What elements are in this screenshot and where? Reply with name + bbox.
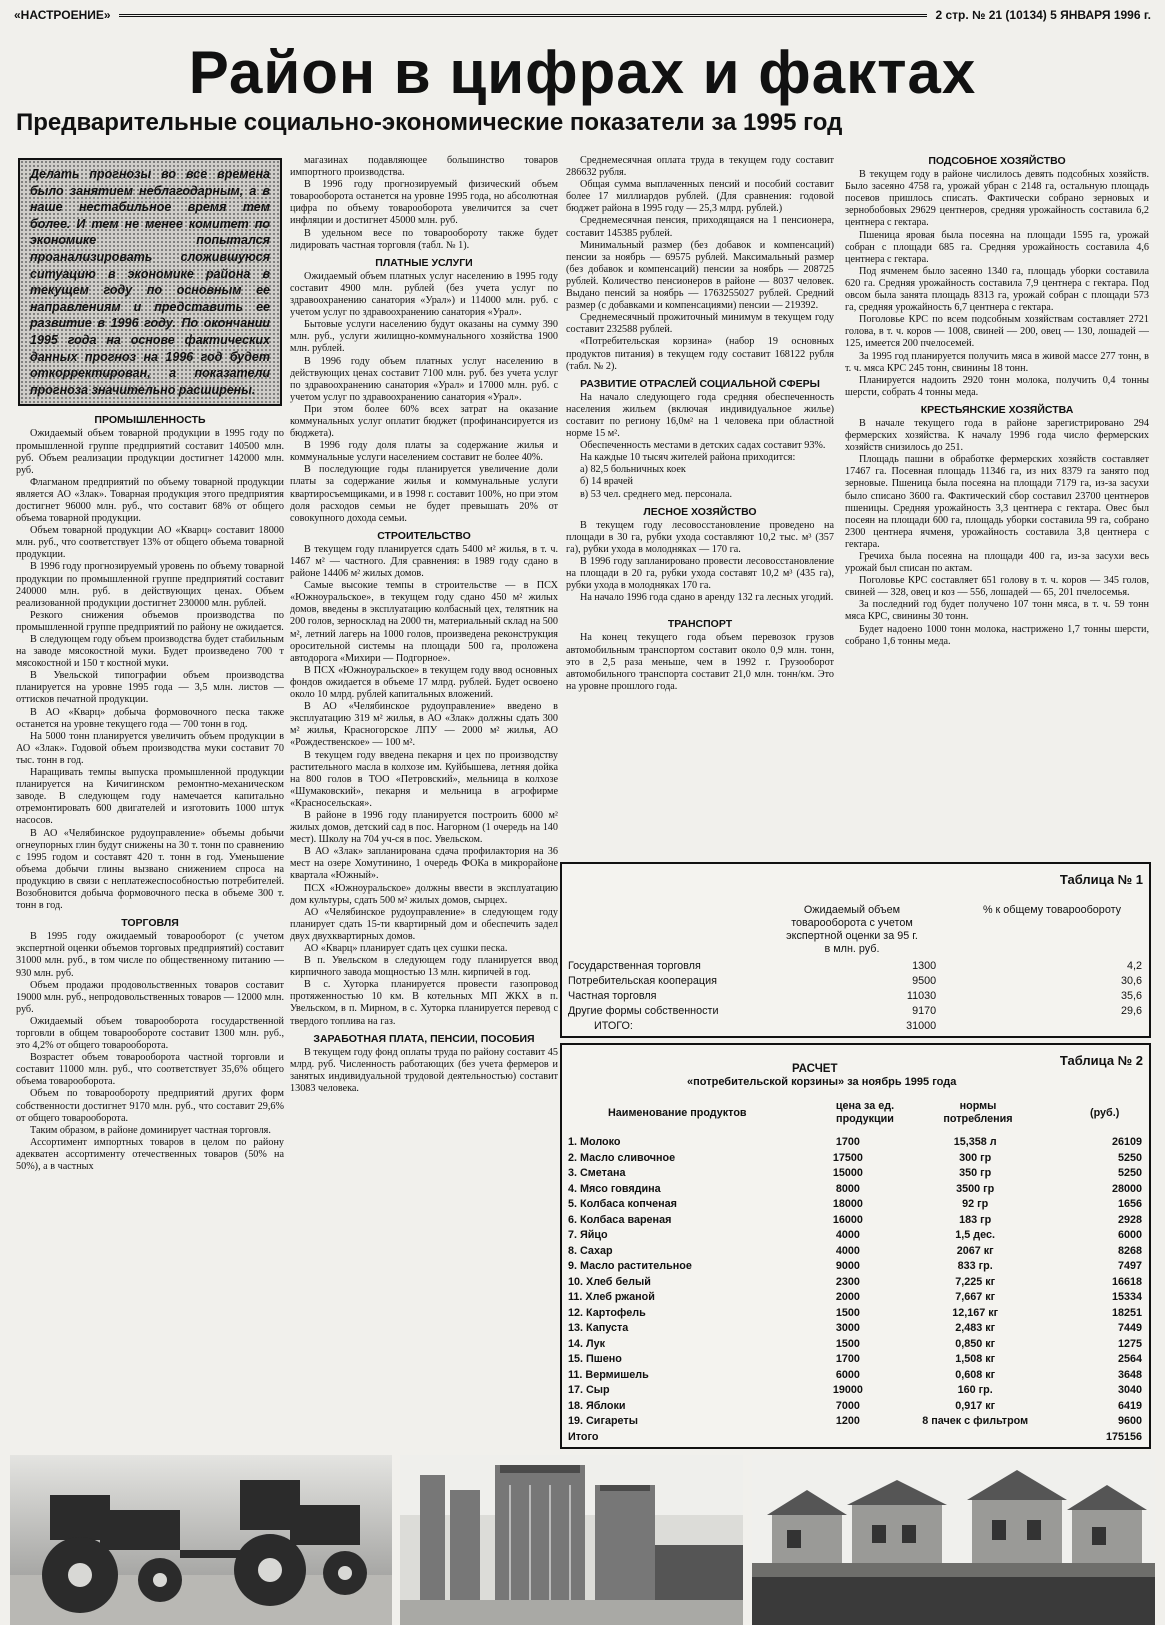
- table-row: [566, 1213, 1144, 1229]
- paragraph: Минимальный размер (без добавок и компенсаций) пенсии за ноябрь — 69575 рублей. Максимальный размер (без добавок и компенсаций) пенсии за ноябрь — 208725 рублей. Количество пенсионеров в районе — 8037 человек. Выдано пенсий за ноябрь — 1763255027 рублей. Средний размер (с добавками и компенсациями) пенсии — 219392.: [566, 239, 834, 312]
- value-cell: 9500: [912, 975, 937, 987]
- norm-cell: 183 гр: [959, 1213, 992, 1226]
- heading-farms: КРЕСТЬЯНСКИЕ ХОЗЯЙСТВА: [920, 403, 1074, 416]
- sum-cell: 175156: [1105, 1430, 1142, 1443]
- elevator-image: [400, 1455, 743, 1625]
- name-cell: Потребительская кооперация: [568, 975, 717, 987]
- norm-cell: 0,608 кг: [955, 1368, 996, 1381]
- paragraph: Таким образом, в районе доминирует частная торговля.: [30, 1124, 271, 1136]
- product-cell: 14. Лук: [568, 1337, 605, 1350]
- table-row: [566, 1275, 1144, 1291]
- table-row: [566, 989, 1144, 1004]
- page-header: [14, 6, 1151, 24]
- product-cell: 13. Капуста: [568, 1322, 629, 1334]
- norm-cell: 160 гр.: [957, 1384, 993, 1396]
- paragraph: Под ячменем было засеяно 1340 га, площадь уборки составила 620 га. Средняя урожайность составила 7,9 центнера с гектара. Под овсом была занята площадь 8313 га, урожай собран с площади 573 га, средняя урожайность 6,7 центнера с гектара.: [845, 265, 1149, 314]
- paragraph: В текущем году планируется сдать 5400 м² жилья, в т. ч. 1467 м² — частного. Для сравнения: в 1989 году сдано в районе 14406 м² жилых домов.: [290, 543, 558, 580]
- forestry-text: [566, 520, 834, 605]
- sum-cell: 5250: [1117, 1167, 1142, 1179]
- paragraph: Пшеница яровая была посеяна на площади 1595 га, урожай собран с площади 685 га. Средняя урожайность составила 4,6 центнера с гектара.: [845, 229, 1149, 265]
- paragraph: магазинах подавляющее большинство товаров импортного производства.: [290, 155, 558, 179]
- product-cell: Итого: [568, 1430, 599, 1443]
- paragraph: В последующие годы планируется увеличение доли платы за содержание жилья и коммунальные услуги квартиросъемщиками, и в 1998 г. составит 100%, но при этом доля расходов семьи не будет превышать 20% от совокупного дохода семьи.: [290, 464, 558, 524]
- table-2-col-price: цена за ед. продукции: [835, 1100, 895, 1125]
- transport-text: [566, 632, 834, 692]
- price-cell: 15000: [832, 1167, 863, 1179]
- paragraph: Площадь пашни в обработке фермерских хозяйств составляет 17467 га. Посевная площадь 11346 га, из них 8379 га занято под зерновые. Пшеница была посеяна на площади 7179 га, из-за засухи было списано 3600 га. Фактический сбор составил 23700 центнеров пшеницы. Средняя урожайность 3,3 центнера с гектара. Овес был посеян на площади 600 га, площадь уборки составила 99 га, собрано 2300 центнера ячменя, урожайность составила 3,8 центнера с гектара.: [845, 454, 1149, 550]
- heading-construction: СТРОИТЕЛЬСТВО: [377, 529, 471, 542]
- product-cell: 1. Молоко: [568, 1136, 621, 1148]
- paragraph: В 1996 году объем платных услуг населению в действующих ценах составит 7100 млн. руб. без учета услуг по здравоохранению санатория «Урал» и 17000 млн. руб. с учетом услуг по здравоохранению санатория «Урал».: [290, 355, 558, 403]
- paragraph: На начало 1996 года сдано в аренду 132 га лесных угодий.: [580, 592, 834, 604]
- paragraph: Среднемесячная пенсия, приходящаяся на 1 пенсионера, составит 145385 рублей.: [566, 215, 834, 239]
- table-row: [566, 1321, 1144, 1337]
- paragraph: Ассортимент импортных товаров в целом по району адекватен ассортименту отечественных товаров (50% на 50%), а в частных: [16, 1136, 284, 1173]
- name-cell: Частная торговля: [568, 990, 657, 1002]
- heading-subsidiary: ПОДСОБНОЕ ХОЗЯЙСТВО: [928, 155, 1066, 167]
- norm-cell: 833 гр.: [957, 1260, 993, 1272]
- paragraph: В Увельской типографии объем производства планируется на уровне 1995 года — 3,5 млн. листов — оттисков печатной продукции.: [16, 670, 284, 706]
- product-cell: 19. Сигареты: [568, 1415, 638, 1427]
- paragraph: Поголовье КРС по всем подсобным хозяйствам составляет 2721 голова, в т. ч. коров — 1008, свиней — 200, овец — 130, лошадей — 125, имеется 200 пчелосемей.: [845, 314, 1149, 350]
- table-row: [566, 1228, 1144, 1244]
- tractors-image: [10, 1455, 392, 1625]
- table-row: [566, 974, 1144, 989]
- paragraph: На конец текущего года объем перевозок грузов автомобильным транспортом составит около 0,9 млн. тонн, это в 2,5 раза меньше, чем в 1992 г. Грузооборот автомобильного транспорта составит 21,0 млн. тонн/км. Это на уровне прошлого года.: [566, 632, 834, 692]
- paragraph: Самые высокие темпы в строительстве — в ПСХ «Южноуральское», в текущем году сдано 450 м² жилых домов, введены в эксплуатацию колбасный цех, телятник на 200 голов, зерносклад на 2000 тн, материальный склад на 500 м², летний лагерь на 1000 голов, произведена реконструкция оросительной системы на площади 500 га, проложена автодорога «Михири — Подгорное».: [290, 580, 558, 664]
- product-cell: 9. Масло растительное: [568, 1260, 692, 1272]
- paragraph: б) 14 врачей: [580, 476, 633, 488]
- paragraph: Ожидаемый объем товарной продукции в 1995 году по промышленной группе предприятий составит 140500 млн. руб. Объем реализации продукции достигнет 142000 млн. руб.: [16, 428, 284, 476]
- norm-cell: 1,508 кг: [955, 1353, 996, 1365]
- paragraph: Среднемесячная оплата труда в текущем году составит 286632 рубля.: [566, 155, 834, 179]
- sum-cell: 9600: [1117, 1415, 1142, 1427]
- norm-cell: 12,167 кг: [952, 1306, 999, 1319]
- name-cell: ИТОГО:: [594, 1020, 633, 1032]
- value-cell: 9170: [912, 1005, 937, 1017]
- heading-paid-services: ПЛАТНЫЕ УСЛУГИ: [375, 256, 473, 269]
- sum-cell: 6000: [1117, 1229, 1142, 1241]
- table-row: [566, 1151, 1144, 1167]
- paragraph: В 1996 году прогнозируемый уровень по объему товарной продукции по промышленной группе предприятий составит 240000 млн. руб. в действующих ценах. Объем реализованной продукции достигнет 230000 млн. рублей.: [16, 561, 284, 609]
- paragraph: Гречиха была посеяна на площади 400 га, из-за засухи весь урожай был списан по актам.: [845, 551, 1149, 575]
- photo-tractors: [10, 1455, 392, 1625]
- norm-cell: 2,483 кг: [955, 1322, 996, 1334]
- value-cell: 11030: [906, 990, 937, 1002]
- social-text: [566, 392, 834, 465]
- table-2-col-rub: (руб.): [1090, 1107, 1120, 1119]
- sum-cell: 7497: [1117, 1260, 1142, 1272]
- price-cell: 1200: [835, 1415, 860, 1427]
- table-row: [566, 1019, 1144, 1034]
- paragraph: Наращивать темпы выпуска промышленной продукции планируется на Кичигинском ремонтно-механическом заводе. В следующем году намечается капитально отремонтировать 600 двигателей и изготовить 1000 штук насосов.: [16, 767, 284, 827]
- paragraph: В районе в 1996 году планируется построить 6000 м² жилых домов, детский сад в пос. Нагорном (1 очередь на 140 мест). Школу на 704 уч-ся в пос. Увельском.: [290, 809, 558, 846]
- norm-cell: 300 гр: [959, 1151, 992, 1164]
- price-cell: 7000: [835, 1399, 860, 1412]
- product-cell: 15. Пшено: [568, 1353, 622, 1365]
- price-cell: 8000: [835, 1182, 860, 1195]
- sum-cell: 6419: [1117, 1399, 1142, 1412]
- newspaper-name: «НАСТРОЕНИЕ»: [14, 8, 111, 22]
- sum-cell: 1656: [1117, 1198, 1142, 1210]
- sum-cell: 16618: [1111, 1275, 1142, 1288]
- price-cell: [797, 1430, 900, 1446]
- paragraph: На 5000 тонн планируется увеличить объем продукции в АО «Злак». Годовой объем производства муки составит 70 тыс. тонн в год.: [16, 730, 284, 766]
- table-row: [566, 1135, 1144, 1151]
- trade-text: [16, 931, 284, 1173]
- price-cell: 4000: [835, 1229, 860, 1241]
- paragraph: В следующем году объем производства будет стабильным на заводе мясокостной муки. Будет произведено 700 т мясокостной и 150 т костной муки.: [16, 634, 284, 670]
- table-1-title: Таблица № 1: [1059, 872, 1143, 887]
- heading-trade: ТОРГОВЛЯ: [121, 917, 179, 930]
- paragraph: Возрастет объем товарооборота частной торговли и составит 11000 млн. руб., что соответствует 35,6% общего объема товарооборота.: [16, 1052, 284, 1088]
- paragraph: ПСХ «Южноуральское» должны ввести в эксплуатацию дом культуры, сдать 500 м² жилых домов, сырцех.: [290, 882, 558, 906]
- norm-cell: [899, 1430, 1051, 1446]
- paragraph: В 1995 году ожидаемый товарооборот (с учетом экспертной оценки объемов торговых предприятий) составит 31000 млн. руб., в том числе по общественному питанию — 930 млн. руб.: [16, 931, 284, 979]
- price-cell: 16000: [832, 1213, 863, 1226]
- construction-text: [290, 544, 558, 1028]
- sum-cell: 18251: [1111, 1306, 1142, 1319]
- table-row: [566, 1414, 1144, 1430]
- paragraph: В с. Хуторка планируется провести газопровод протяженностью 10 км. В котельных МП ЖКХ в п. Увельском, в п. Мирном, в с. Хуторка планируется перевод с твердого топлива на газ.: [290, 979, 558, 1027]
- paragraph: Ожидаемый объем товарооборота государственной торговли в общем товарообороте составит 1300 млн. руб., это 4,2% от общего товарооборота.: [16, 1015, 284, 1052]
- paragraph: В АО «Челябинское рудоуправление» объемы добычи огнеупорных глин будут снижены на 30 т. тонн по сравнению с 1995 годом и составят 420 т. тонн в год. Уменьшение объема добычи глины вызвано снижением спроса на продукцию в связи с неплатежеспособностью потребителей. Возобновится добыча формовочного песка в объеме 300 т. тонн в год.: [16, 827, 284, 912]
- name-cell: Другие формы собственности: [568, 1005, 719, 1017]
- paragraph: Объем по товарообороту предприятий других форм собственности достигнет 9170 млн. руб., что составит 29,6% от общего товарооборота.: [16, 1088, 284, 1124]
- heading-forestry: ЛЕСНОЕ ХОЗЯЙСТВО: [643, 505, 757, 518]
- subsidiary-text: [845, 169, 1149, 399]
- price-cell: 2000: [835, 1291, 860, 1303]
- norm-cell: 8 пачек с фильтром: [922, 1415, 1029, 1427]
- table-row: [566, 959, 1144, 974]
- table-row: [566, 1004, 1144, 1019]
- sum-cell: 3648: [1117, 1368, 1142, 1381]
- paragraph: В ПСХ «Южноуральское» в текущем году ввод основных фондов ожидается в объеме 17 млрд. рублей. Будет освоено около 10 млрд. рублей капитальных вложений.: [290, 664, 558, 701]
- table-row: [566, 1166, 1144, 1182]
- product-cell: 2. Масло сливочное: [568, 1151, 676, 1164]
- table-row: [566, 1399, 1144, 1415]
- table-row: [566, 1368, 1144, 1384]
- table-row: [566, 1197, 1144, 1213]
- price-cell: 1500: [835, 1337, 860, 1350]
- paragraph: В 1996 году прогнозируемый физический объем товарооборота останется на уровне 1995 года, но абсолютная цифра по объему товарооборота увеличится за счет инфляции и достигнет 45000 млн. руб.: [290, 179, 558, 227]
- paragraph: а) 82,5 больничных коек: [580, 464, 686, 476]
- table-1: [560, 862, 1151, 1038]
- table-row: [566, 1352, 1144, 1368]
- paragraph: В текущем году лесовосстановление проведено на площади в 30 га, рубки ухода составляют 10,2 тыс. м³ (357 га), рубки ухода в молодняках — 170 га.: [566, 519, 834, 555]
- product-cell: 11. Хлеб ржаной: [568, 1291, 655, 1303]
- sum-cell: 5250: [1117, 1151, 1142, 1164]
- product-cell: 18. Яблоки: [568, 1399, 626, 1412]
- sum-cell: 1275: [1117, 1337, 1142, 1350]
- table-2-subheading: «потребительской корзины» за ноябрь 1995 года: [687, 1076, 957, 1088]
- paragraph: Обеспеченность местами в детских садах составит 93%.: [580, 440, 826, 452]
- product-cell: 7. Яйцо: [568, 1229, 608, 1241]
- product-cell: 8. Сахар: [568, 1244, 613, 1257]
- table-2-heading: РАСЧЕТ: [792, 1063, 838, 1075]
- column-1: [16, 158, 284, 1448]
- product-cell: 12. Картофель: [568, 1306, 646, 1319]
- norm-cell: 1,5 дес.: [955, 1229, 996, 1241]
- table-2-col-name: Наименование продуктов: [608, 1107, 747, 1119]
- percent-cell: [1106, 1019, 1144, 1034]
- sum-cell: 2928: [1117, 1213, 1142, 1226]
- paragraph: Ожидаемый объем платных услуг населению в 1995 году составит 4900 млн. рублей (без учета услуг по здравоохранению санатория «Урал») и 114000 млн. руб. с учетом услуг по здравоохранению санатория «Урал».: [290, 270, 558, 319]
- paragraph: «Потребительская корзина» (набор 19 основных продуктов питания) в текущем году составит 168122 рубля (табл. № 2).: [566, 336, 834, 372]
- price-cell: 4000: [835, 1244, 860, 1257]
- paragraph: Планируется надоить 2920 тонн молока, получить 0,4 тонны шерсти, собрать 4 тонны меда.: [845, 374, 1149, 398]
- paragraph: Объем товарной продукции АО «Кварц» составит 18000 млн. руб., что соответствует 13% от общего объема товарной продукции.: [16, 525, 284, 561]
- paragraph: Объем продажи продовольственных товаров составит 19000 млн. руб., непродовольственных товаров — 12000 млн. руб.: [16, 979, 284, 1015]
- sum-cell: 3040: [1117, 1384, 1142, 1396]
- paragraph: В текущем году в районе числилось девять подсобных хозяйств. Было засеяно 4758 га, урожай убран с 2148 га, остальную площадь посевов пришлось списать. Фактически собрано зерновых и зернобобовых 29629 центнеров, средняя урожайность составила 6,2 центнера с гектара.: [845, 169, 1149, 229]
- paid-services-text: [290, 271, 558, 525]
- header-rule: [119, 14, 928, 17]
- village-image: [752, 1455, 1155, 1625]
- table-2-body: [566, 1135, 1144, 1445]
- table-row: [566, 1306, 1144, 1322]
- percent-cell: 29,6: [1120, 1005, 1142, 1017]
- column-3: [566, 155, 834, 825]
- norm-cell: 0,850 кг: [955, 1337, 996, 1350]
- industry-text: [16, 428, 284, 912]
- page-subtitle: Предварительные социально-экономические показатели за 1995 год: [16, 109, 843, 136]
- sum-cell: 28000: [1111, 1182, 1142, 1195]
- paragraph: АО «Челябинское рудоуправление» в следующем году планирует сдать 15-ти квартирный дом и обеспечить задел двух двухквартирных домов.: [290, 906, 558, 942]
- sum-cell: 8268: [1117, 1244, 1142, 1257]
- norm-cell: 350 гр: [959, 1167, 992, 1179]
- table-row: [566, 1430, 1144, 1446]
- sum-cell: 15334: [1111, 1291, 1142, 1303]
- product-cell: 11. Вермишель: [568, 1368, 649, 1381]
- table-2: [560, 1043, 1151, 1449]
- norm-cell: 7,667 кг: [955, 1291, 996, 1303]
- norm-cell: 2067 кг: [956, 1244, 994, 1257]
- norm-cell: 3500 гр: [956, 1182, 995, 1195]
- price-cell: 3000: [835, 1322, 860, 1334]
- paragraph: Резкого снижения объемов производства по промышленной группе предприятий по району не ожидается.: [16, 609, 284, 633]
- trade-continued-text: [290, 155, 558, 252]
- column-4: [845, 155, 1149, 825]
- sum-cell: 7449: [1117, 1322, 1142, 1334]
- intro-box: Делать прогнозы во все времена было занятием неблагодарным, а в наше нестабильное время тем более. И тем не менее комитет по экономике попытался проанализировать сложившуюся ситуацию в экономике района в текущем году по основным ее направлениям и представить ее развитие в 1996 году. По окончании 1995 года на основе фактических данных прогноз на 1996 год будет откорректирован, а показатели прогноза значительно расширены.: [18, 158, 282, 406]
- paragraph: В 1996 году доля платы за содержание жилья и коммунальные услуги населением составит не более 40%.: [290, 440, 558, 464]
- paragraph: В текущем году введена пекарня и цех по производству растительного масла в колхозе им. Куйбышева, летняя дойка на 800 голов в ТОО «Петровский», мельница в колхозе «Шумаковский», пекарня и мельница в агрофирме «Красносельская».: [290, 749, 558, 809]
- value-cell: 1300: [912, 960, 937, 972]
- heading-industry: ПРОМЫШЛЕННОСТЬ: [94, 414, 206, 427]
- percent-cell: 30,6: [1120, 975, 1142, 987]
- column-2: [290, 155, 558, 1445]
- paragraph: В АО «Злак» запланирована сдача профилактория на 36 мест на озере Хомутинино, 1 очередь ФОКа в микрорайоне квартала «Южный».: [290, 846, 558, 882]
- heading-wages: ЗАРАБОТНАЯ ПЛАТА, ПЕНСИИ, ПОСОБИЯ: [313, 1032, 535, 1045]
- table-1-col-b-header: % к общему товарообороту: [982, 904, 1122, 916]
- paragraph: В АО «Кварц» добыча формовочного песка также останется на уровне текущего года — 700 тонн в год.: [16, 706, 284, 730]
- percent-cell: 35,6: [1120, 990, 1142, 1002]
- photo-elevator: [400, 1455, 743, 1625]
- table-row: [566, 1259, 1144, 1275]
- pensions-text: [566, 155, 834, 373]
- value-cell: 31000: [906, 1020, 937, 1032]
- paragraph: На каждые 10 тысяч жителей района приходится:: [580, 452, 796, 464]
- paragraph: В 1996 году запланировано провести лесовосстановление на площади в 20 га, рубки ухода составят 10,2 м³ (435 га), рубки ухода в молодняках 170 га.: [566, 556, 834, 592]
- percent-cell: 4,2: [1126, 960, 1142, 972]
- paragraph: Общая сумма выплаченных пенсий и пособий составит более 17 миллиардов рублей. (Для сравнения: годовой бюджет района в 1995 году — 25,3 млрд. рублей.): [566, 179, 834, 215]
- page-title: Район в цифрах и фактах: [188, 39, 977, 106]
- paragraph: В текущем году фонд оплаты труда по району составит 45 млрд. руб. Численность работающих (без учета фермеров и занятых индивидуальной трудовой деятельностью) составит 13083 человека.: [290, 1046, 558, 1095]
- paragraph: АО «Кварц» планирует сдать цех сушки песка.: [304, 943, 508, 954]
- paragraph: Среднемесячный прожиточный минимум в текущем году составит 232588 рублей.: [566, 312, 834, 336]
- photo-village: [752, 1455, 1155, 1625]
- price-cell: 2300: [835, 1275, 860, 1288]
- norm-cell: 7,225 кг: [955, 1275, 996, 1288]
- table-2-title: Таблица № 2: [1059, 1053, 1143, 1068]
- price-cell: 1700: [835, 1136, 860, 1148]
- farms-text: [845, 418, 1149, 648]
- paragraph: При этом более 60% всех затрат на оказание коммунальных услуг оплатит бюджет (профинансируется из бюджета).: [290, 403, 558, 440]
- paragraph: Будет надоено 1000 тонн молока, настрижено 1,7 тонны шерсти, собрано 1,6 тонны меда.: [845, 623, 1149, 647]
- norm-cell: 92 гр: [962, 1198, 989, 1210]
- name-cell: Государственная торговля: [568, 960, 701, 972]
- product-cell: 6. Колбаса вареная: [568, 1213, 672, 1226]
- table-row: [566, 1337, 1144, 1353]
- product-cell: 4. Мясо говядина: [568, 1182, 661, 1195]
- heading-transport: ТРАНСПОРТ: [667, 618, 733, 631]
- paragraph: В начале текущего года в районе зарегистрировано 294 фермерских хозяйства. К началу 1996 года число фермерских хозяйств снизилось до 251.: [845, 417, 1149, 454]
- paragraph: За последний год будет получено 107 тонн мяса, в т. ч. 59 тонн мяса КРС, свинины 30 тонн.: [845, 599, 1149, 623]
- table-2-col-norm: нормы потребления: [943, 1100, 1013, 1125]
- heading-social: РАЗВИТИЕ ОТРАСЛЕЙ СОЦИАЛЬНОЙ СФЕРЫ: [580, 377, 820, 390]
- paragraph: Флагманом предприятий по объему товарной продукции является АО «Злак». Товарная продукция этого предприятия достигнет 96000 млн. руб., что составит 68% от общего объема товарной продукции.: [16, 476, 284, 525]
- price-cell: 18000: [832, 1198, 863, 1210]
- product-cell: 10. Хлеб белый: [568, 1275, 651, 1288]
- table-row: [566, 1290, 1144, 1306]
- sum-cell: 2564: [1117, 1353, 1142, 1365]
- table-row: [566, 1383, 1144, 1399]
- price-cell: 1700: [835, 1353, 860, 1365]
- paragraph: Бытовые услуги населению будут оказаны на сумму 390 млн. руб., услуги жилищно-коммунального хозяйства 1900 млн. рублей.: [290, 319, 558, 355]
- price-cell: 9000: [835, 1260, 860, 1272]
- norm-cell: 0,917 кг: [955, 1399, 996, 1412]
- table-1-body: [566, 959, 1144, 1034]
- paragraph: В п. Увельском в следующем году планируется ввод кирпичного завода мощностью 13 млн. кирпичей в год.: [290, 955, 558, 979]
- sum-cell: 26109: [1111, 1136, 1142, 1148]
- price-cell: 19000: [832, 1384, 863, 1396]
- paragraph: За 1995 год планируется получить мяса в живой массе 277 тонн, в т. ч. мяса КРС 245 тонн, свинины 18 тонн.: [845, 350, 1149, 374]
- social-list: [566, 464, 834, 500]
- price-cell: 6000: [835, 1368, 860, 1381]
- table-row: [566, 1182, 1144, 1198]
- product-cell: 17. Сыр: [568, 1384, 610, 1396]
- paragraph: На начало следующего года средняя обеспеченность населения жильем (включая индивидуальное жилье) составит по региону 16,0м² на 1 человека при областной норме 15 м².: [566, 391, 834, 440]
- table-1-col-a-header: Ожидаемый объем товарооборота с учетом экспертной оценки за 95 г. в млн. руб.: [786, 904, 918, 955]
- issue-info: 2 стр. № 21 (10134) 5 ЯНВАРЯ 1996 г.: [935, 8, 1151, 22]
- paragraph: В удельном весе по товарообороту также будет лидировать частная торговля (табл. № 1).: [290, 227, 558, 251]
- price-cell: 17500: [832, 1151, 863, 1164]
- product-cell: 5. Колбаса копченая: [568, 1198, 677, 1210]
- paragraph: Поголовье КРС составляет 651 голову в т. ч. коров — 345 голов, свиней — 328, овец и коз — 556, лошадей — 65, 201 пчелосемья.: [845, 575, 1149, 599]
- price-cell: 1500: [835, 1306, 860, 1319]
- norm-cell: 15,358 л: [953, 1136, 997, 1148]
- paragraph: в) 53 чел. среднего мед. персонала.: [580, 488, 733, 500]
- product-cell: 3. Сметана: [568, 1167, 626, 1179]
- table-row: [566, 1244, 1144, 1260]
- wages-text: [290, 1047, 558, 1095]
- paragraph: В АО «Челябинское рудоуправление» введено в эксплуатацию 319 м² жилья, в АО «Злак» должны сдать 300 м² жилья, Красногорское ЛПУ — 2000 м² жилья, АО «Рождественское» — 100 м².: [290, 701, 558, 749]
